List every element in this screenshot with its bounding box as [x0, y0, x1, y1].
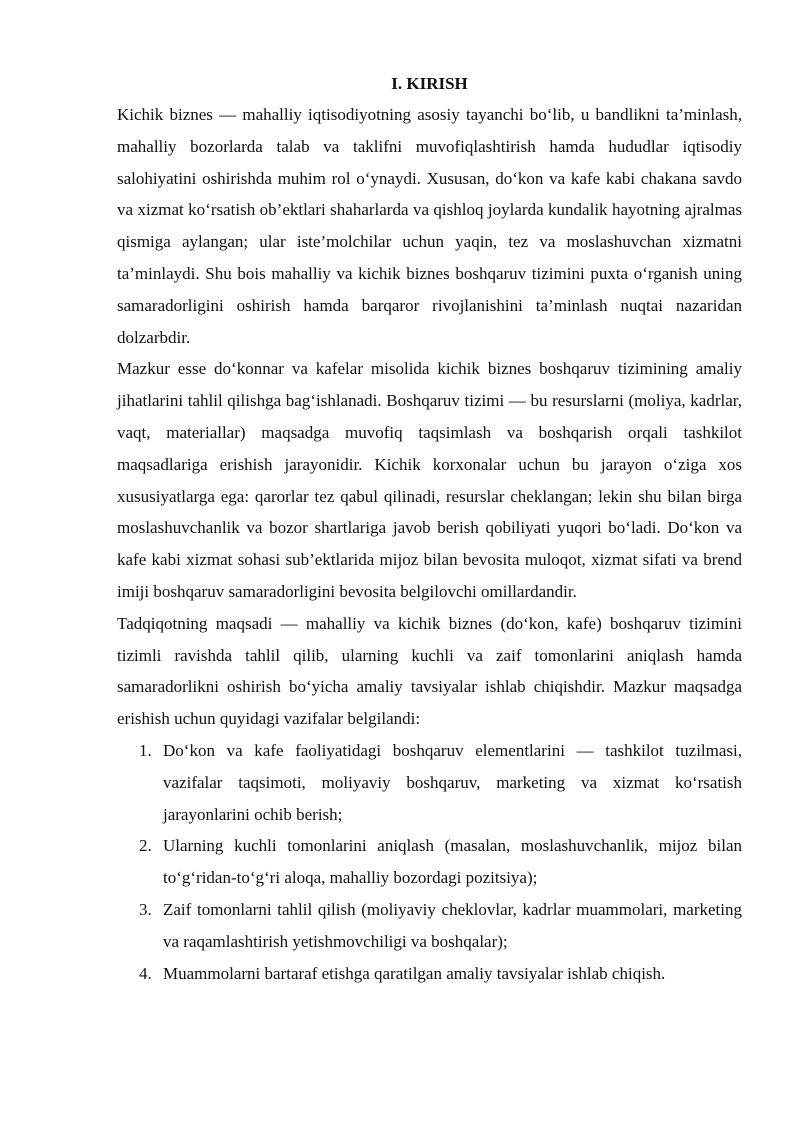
- list-item: [117, 735, 742, 830]
- list-item-text: Ularning kuchli tomonlarini aniqlash (masalan, moslashuvchanlik, mijoz bilan to‘g‘ridan-to‘g‘ri aloqa, mahalliy bozordagi pozitsiya);: [163, 836, 742, 888]
- list-item: [117, 958, 742, 990]
- list-number: 2.: [139, 836, 152, 856]
- document-page: [117, 72, 742, 989]
- section-title: I. KIRISH: [391, 74, 468, 93]
- list-item-text: Do‘kon va kafe faoliyatidagi boshqaruv elementlarini — tashkilot tuzilmasi, vazifalar taqsimoti, moliyaviy boshqaruv, marketing va xizmat ko‘rsatish jarayonlarini ochib berish;: [163, 740, 742, 824]
- list-number: 4.: [139, 963, 152, 983]
- paragraph-research-goal: Tadqiqotning maqsadi — mahalliy va kichik biznes (do‘kon, kafe) boshqaruv tizimini tizimli ravishda tahlil qilib, ularning kuchli va zaif tomonlarini aniqlash hamda samaradorlikni oshirish bo‘yicha amaliy tavsiyalar ishlab chiqishdir. Mazkur maqsadga erishish uchun quyidagi vazifalar belgilandi:: [117, 613, 742, 729]
- list-item: [117, 894, 742, 958]
- paragraph-management-system: Mazkur esse do‘konnar va kafelar misolida kichik biznes boshqaruv tizimining amaliy jihatlarini tahlil qilishga bag‘ishlanadi. Boshqaruv tizimi — bu resurslarni (moliya, kadrlar, vaqt, materiallar) maqsadga muvofiq taqsimlash va boshqarish orqali tashkilot maqsadlariga erishish jarayonidir. Kichik korxonalar uchun bu jarayon o‘ziga xos xususiyatlarga ega: qarorlar tez qabul qilinadi, resurslar cheklangan; lekin shu bilan birga moslashuvchanlik va bozor shartlariga javob berish qobiliyati yuqori bo‘ladi. Do‘kon va kafe kabi xizmat sohasi sub’ektlarida mijoz bilan bevosita muloqot, xizmat sifati va brend imiji boshqaruv samaradorligini bevosita belgilovchi omillardandir.: [117, 359, 742, 601]
- paragraph-intro: Kichik biznes — mahalliy iqtisodiyotning asosiy tayanchi bo‘lib, u bandlikni ta’minlash, mahalliy bozorlarda talab va taklifni muvofiqlashtirish hamda hududlar iqtisodiy salohiyatini oshirishda muhim rol o‘ynaydi. Xususan, do‘kon va kafe kabi chakana savdo va xizmat ko‘rsatish ob’ektlari shaharlarda va qishloq joylarda kundalik hayotning ajralmas qismiga aylangan; ular iste’molchilar uchun yaqin, tez va moslashuvchan xizmatni ta’minlaydi. Shu bois mahalliy va kichik biznes boshqaruv tizimini puxta o‘rganish uning samaradorligini oshirish hamda barqaror rivojlanishini ta’minlash nuqtai nazaridan dolzarbdir.: [117, 105, 742, 347]
- task-list: [117, 735, 742, 989]
- list-number: 3.: [139, 899, 152, 919]
- list-item-text: Muammolarni bartaraf etishga qaratilgan amaliy tavsiyalar ishlab chiqish.: [163, 963, 666, 983]
- list-item-text: Zaif tomonlarni tahlil qilish (moliyaviy cheklovlar, kadrlar muammolari, marketing va raqamlashtirish yetishmovchiligi va boshqalar);: [163, 899, 742, 951]
- list-item: [117, 830, 742, 894]
- list-number: 1.: [139, 740, 152, 760]
